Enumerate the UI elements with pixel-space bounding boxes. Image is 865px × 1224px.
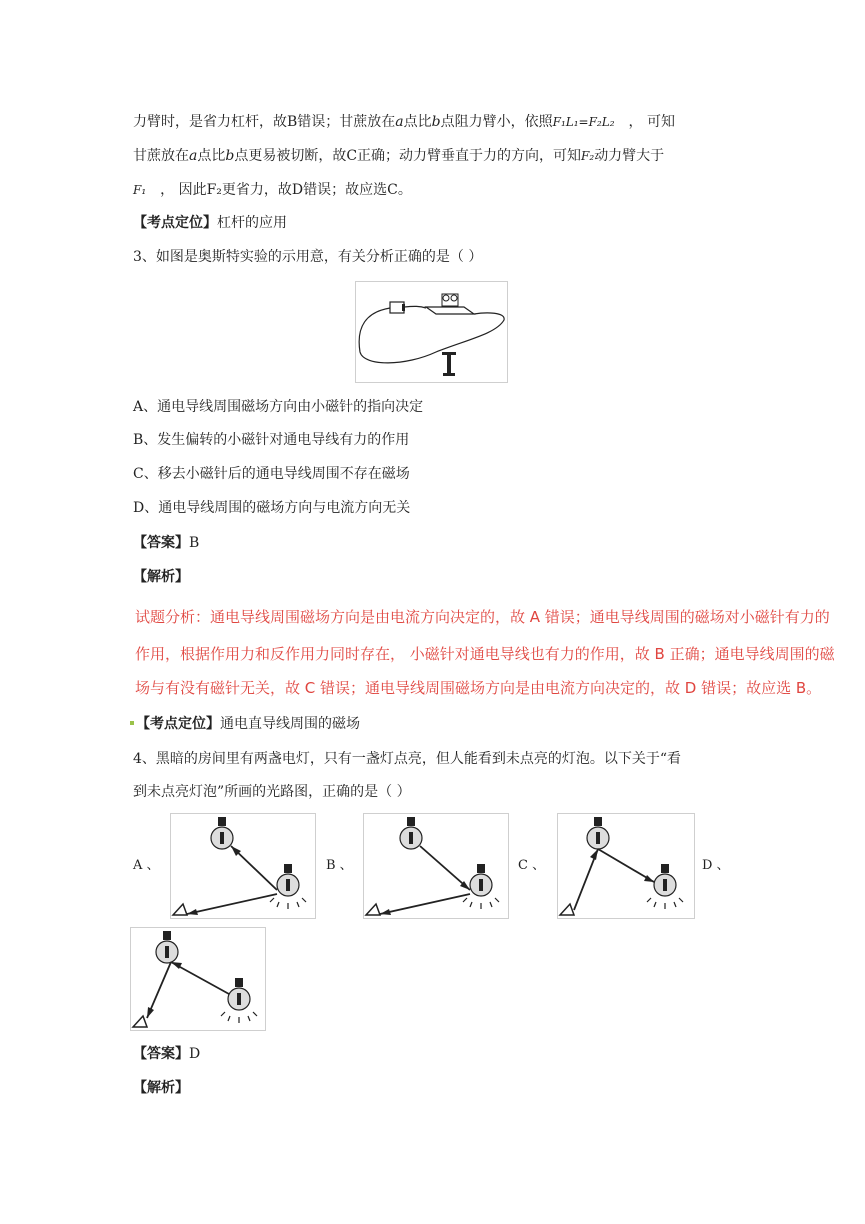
bulb-unlit-icon (211, 817, 233, 849)
answer-label: 【答案】 (133, 535, 189, 551)
bulb-unlit-icon (587, 817, 609, 849)
eye-icon (133, 1016, 147, 1027)
point-a: a (189, 148, 198, 164)
text: 点比 (197, 148, 226, 164)
q3-option-b: B、发生偏转的小磁针对通电导线有力的作用 (133, 432, 410, 448)
text: 力臂时，是省力杠杆，故B错误；甘蔗放在 (133, 114, 396, 130)
q4-stem-line-2: 到未点亮灯泡”所画的光路图，正确的是（ ） (133, 784, 411, 800)
analysis-label: 【解析】 (133, 1080, 189, 1096)
answer-value: D (189, 1046, 201, 1062)
text: 点比 (403, 114, 432, 130)
q4-option-d-label: D 、 (702, 858, 730, 873)
bulb-unlit-icon (156, 931, 178, 963)
marker-dot (130, 721, 134, 725)
q4-option-b-label: B 、 (326, 858, 353, 873)
q3-analysis-line-3: 场与有没有磁针无关，故 C 错误；通电导线周围磁场方向是由电流方向决定的，故 D 错误；故应选 B。 (135, 679, 822, 697)
q4-analysis-label (133, 1078, 189, 1098)
analysis-line-3 (133, 180, 412, 200)
q4-option-c-label: C 、 (518, 858, 546, 873)
q3-option-c: C、移去小磁针后的通电导线周围不存在磁场 (133, 466, 410, 482)
point-label: 【考点定位】 (133, 215, 217, 231)
point-a: a (395, 114, 404, 130)
analysis-line-1 (133, 112, 675, 132)
q4-option-a-label: A 、 (133, 858, 160, 873)
analysis-label: 【解析】 (133, 569, 189, 585)
bulb-lit-icon (463, 864, 499, 909)
text: 点更易被切断，故C正确；动力臂垂直于力的方向，可知 (234, 148, 582, 164)
q3-option-d: D、通电导线周围的磁场方向与电流方向无关 (133, 500, 411, 516)
q4-stem-line-1: 4、黑暗的房间里有两盏电灯，只有一盏灯点亮，但人能看到未点亮的灯泡。以下关于“看 (133, 751, 682, 767)
point-label: 【考点定位】 (136, 716, 220, 732)
answer-value: B (189, 535, 200, 551)
q3-analysis-label (133, 567, 189, 587)
analysis-line-2 (133, 146, 664, 166)
text: ， 可知 (628, 114, 675, 130)
eye-icon (366, 904, 380, 915)
eye-icon (560, 904, 574, 915)
point-text: 通电直导线周围的磁场 (220, 716, 360, 732)
text: 动力臂大于 (594, 148, 665, 164)
q4-figure-a (170, 813, 316, 919)
bulb-lit-icon (270, 864, 306, 909)
force-f1: F₁ (133, 183, 147, 197)
q4-figure-b (363, 813, 509, 919)
q3-answer (133, 533, 199, 553)
q3-analysis-line-1: 试题分析：通电导线周围磁场方向是由电流方向决定的，故 A 错误；通电导线周围的磁场对小磁针有力的 (135, 608, 830, 626)
answer-label: 【答案】 (133, 1046, 189, 1062)
point-b: b (431, 114, 441, 130)
eye-icon (173, 904, 187, 915)
force-f2: F₂ (581, 149, 595, 163)
point-text: 杠杆的应用 (217, 215, 287, 231)
oersted-experiment-figure (355, 281, 508, 383)
bulb-lit-icon (221, 978, 257, 1023)
bulb-unlit-icon (400, 817, 422, 849)
q3-stem: 3、如图是奥斯特实验的示用意，有关分析正确的是（ ） (133, 249, 483, 265)
text: 甘蔗放在 (133, 148, 189, 164)
q3-option-a: A、通电导线周围磁场方向由小磁针的指向决定 (133, 399, 424, 415)
lever-formula: F₁L₁=F₂L₂ (552, 115, 615, 129)
q3-point (136, 714, 360, 734)
q4-answer (133, 1044, 200, 1064)
point-line-prev (133, 213, 287, 233)
q4-figure-c (557, 813, 695, 919)
text: 点阻力臂小，依照 (440, 114, 553, 130)
q4-figure-d (130, 927, 266, 1031)
bulb-lit-icon (647, 864, 683, 909)
point-b: b (225, 148, 235, 164)
text: ， 因此F₂更省力，故D错误；故应选C。 (160, 182, 412, 198)
q3-analysis-line-2: 作用，根据作用力和反作用力同时存在， 小磁针对通电导线也有力的作用，故 B 正确；通电导线周围的磁 (135, 645, 835, 663)
